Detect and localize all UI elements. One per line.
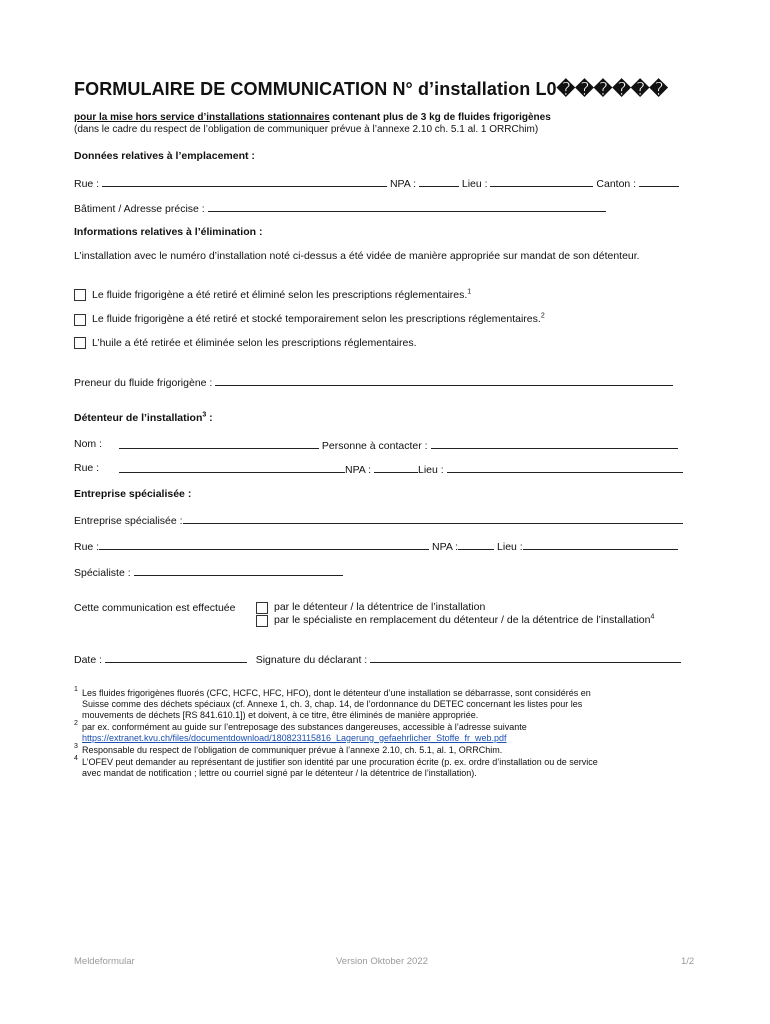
footnote-ref-3: 3 <box>202 411 207 419</box>
footnote-ref-2: 2 <box>540 312 545 320</box>
communication-label: Cette communication est effectuée <box>74 602 236 614</box>
footnote-4-line-2: avec mandat de notification ; lettre ou courriel signé par le détenteur / la détentrice de l’installation). <box>82 768 477 778</box>
footnote-4-line-1: L’OFEV peut demander au représentant de justifier son identité par une procuration écrite (p. ex. ordre d’installation ou de service <box>82 757 598 767</box>
footnote-2-link[interactable]: https://extranet.kvu.ch/files/documentdownload/180823115816_Lagerung_gefaehrlicher_Stoffe_fr_web.pdf <box>82 733 507 743</box>
footnote-4-number: 4 <box>74 755 78 762</box>
detenteur-contact-label: Personne à contacter : <box>321 440 428 452</box>
entreprise-lieu-label: Lieu : <box>497 541 523 553</box>
subtitle-underlined: pour la mise hors service d’installations stationnaires <box>74 112 330 123</box>
communication-option1-checkbox[interactable] <box>256 602 268 614</box>
detenteur-row-1 <box>119 438 678 452</box>
date-field[interactable] <box>105 652 247 663</box>
footnote-3-number: 3 <box>74 743 78 750</box>
entreprise-row-2 <box>74 539 678 553</box>
footnote-1-line-1: Les fluides frigorigènes fluorés (CFC, HCFC, HFC, HFO), dont le détenteur d’une installation se débarrasse, sont considérés en <box>82 688 591 698</box>
entreprise-row-1 <box>74 513 683 527</box>
communication-option1-label: par le détenteur / la détentrice de l’installation <box>274 601 486 613</box>
entreprise-npa-label: NPA : <box>432 541 459 553</box>
date-label: Date : <box>74 654 103 666</box>
section-location-heading: Données relatives à l’emplacement : <box>74 150 255 162</box>
entreprise-field[interactable] <box>183 513 683 524</box>
signature-label: Signature du déclarant : <box>255 654 368 666</box>
preneur-row <box>74 375 673 389</box>
form-subtitle <box>74 112 551 123</box>
entreprise-lieu-field[interactable] <box>523 539 678 550</box>
location-npa-field[interactable] <box>419 176 459 187</box>
preneur-label: Preneur du fluide frigorigène : <box>74 377 213 389</box>
communication-option2-text: par le spécialiste en remplacement du détenteur / de la détentrice de l’installation <box>274 614 651 626</box>
preneur-field[interactable] <box>215 375 673 386</box>
detenteur-nom-label: Nom : <box>74 438 103 450</box>
footnote-ref-1: 1 <box>467 288 472 296</box>
footnote-2-number: 2 <box>74 720 78 727</box>
communication-option2-label <box>274 614 654 626</box>
detenteur-nom-field[interactable] <box>119 438 319 449</box>
location-batiment-field[interactable] <box>208 201 606 212</box>
form-title: FORMULAIRE DE COMMUNICATION N° d’installation L0������ <box>74 79 668 99</box>
elimination-option2-checkbox[interactable] <box>74 314 86 326</box>
location-lieu-field[interactable] <box>490 176 593 187</box>
elimination-option1-checkbox[interactable] <box>74 289 86 301</box>
footnote-2-line-1: par ex. conformément au guide sur l’entreposage des substances dangereuses, accessible à l’adresse suivante <box>82 722 527 732</box>
footer-left: Meldeformular <box>74 956 135 967</box>
location-npa-label: NPA : <box>389 178 417 190</box>
footnote-ref-4: 4 <box>650 613 655 621</box>
elimination-option2-label <box>92 313 545 325</box>
detenteur-npa-label: NPA : <box>345 464 372 476</box>
elimination-option3-checkbox[interactable] <box>74 337 86 349</box>
detenteur-contact-field[interactable] <box>431 438 678 449</box>
elimination-option1-text: Le fluide frigorigène a été retiré et éliminé selon les prescriptions réglementaires. <box>92 289 468 301</box>
specialiste-label: Spécialiste : <box>74 567 131 579</box>
footnote-1-number: 1 <box>74 686 78 693</box>
location-rue-field[interactable] <box>102 176 387 187</box>
detenteur-heading-text: Détenteur de l’installation <box>74 412 203 424</box>
footer-page-number: 1/2 <box>681 956 695 967</box>
footnote-1-line-2: Suisse comme des déchets spéciaux (cf. Annexe 1, ch. 3, chap. 14, de l’ordonnance du DETEC concernant les listes pour les <box>82 699 583 709</box>
location-row-1 <box>74 176 679 190</box>
elimination-option3-label: L’huile a été retirée et éliminée selon les prescriptions réglementaires. <box>92 337 417 349</box>
section-detenteur-heading <box>74 412 213 424</box>
specialiste-field[interactable] <box>134 565 343 576</box>
entreprise-rue-label: Rue : <box>74 541 100 553</box>
elimination-option2-text: Le fluide frigorigène a été retiré et stocké temporairement selon les prescriptions réglementaires. <box>92 313 541 325</box>
signature-row <box>74 652 681 666</box>
detenteur-heading-colon: : <box>206 412 213 424</box>
footer-version: Version Oktober 2022 <box>336 956 428 967</box>
footnote-1-line-3: mouvements de déchets [RS 841.610.1]) et doivent, à ce titre, être éliminés de manière appropriée. <box>82 710 479 720</box>
section-entreprise-heading: Entreprise spécialisée : <box>74 488 192 500</box>
subtitle-rest: contenant plus de 3 kg de fluides frigorigènes <box>329 112 551 123</box>
location-rue-label: Rue : <box>74 178 100 190</box>
detenteur-row-2 <box>119 462 683 476</box>
detenteur-npa-field[interactable] <box>374 462 418 473</box>
signature-field[interactable] <box>370 652 681 663</box>
detenteur-rue-label: Rue : <box>74 462 100 474</box>
entreprise-rue-field[interactable] <box>99 539 429 550</box>
entreprise-npa-field[interactable] <box>458 539 494 550</box>
location-batiment-label: Bâtiment / Adresse précise : <box>74 203 205 215</box>
footnote-3-text: Responsable du respect de l’obligation de communiquer prévue à l’annexe 2.10, ch. 5.1, al. 1, ORRChim. <box>82 745 503 755</box>
location-lieu-label: Lieu : <box>461 178 488 190</box>
communication-option2-checkbox[interactable] <box>256 615 268 627</box>
detenteur-rue-field[interactable] <box>119 462 345 473</box>
form-subtitle-note: (dans le cadre du respect de l’obligation de communiquer prévue à l’annexe 2.10 ch. 5.1 al. 1 ORRChim) <box>74 124 539 135</box>
elimination-intro: L’installation avec le numéro d’installation noté ci-dessus a été vidée de manière appropriée sur mandat de son détenteur. <box>74 250 640 262</box>
location-canton-field[interactable] <box>639 176 679 187</box>
section-elimination-heading: Informations relatives à l’élimination : <box>74 226 263 238</box>
location-row-2 <box>74 201 606 215</box>
elimination-option1-label <box>92 289 471 301</box>
entreprise-row-3 <box>74 565 343 579</box>
detenteur-lieu-field[interactable] <box>447 462 683 473</box>
entreprise-label: Entreprise spécialisée : <box>74 515 183 527</box>
detenteur-lieu-label: Lieu : <box>418 464 444 476</box>
location-canton-label: Canton : <box>596 178 637 190</box>
